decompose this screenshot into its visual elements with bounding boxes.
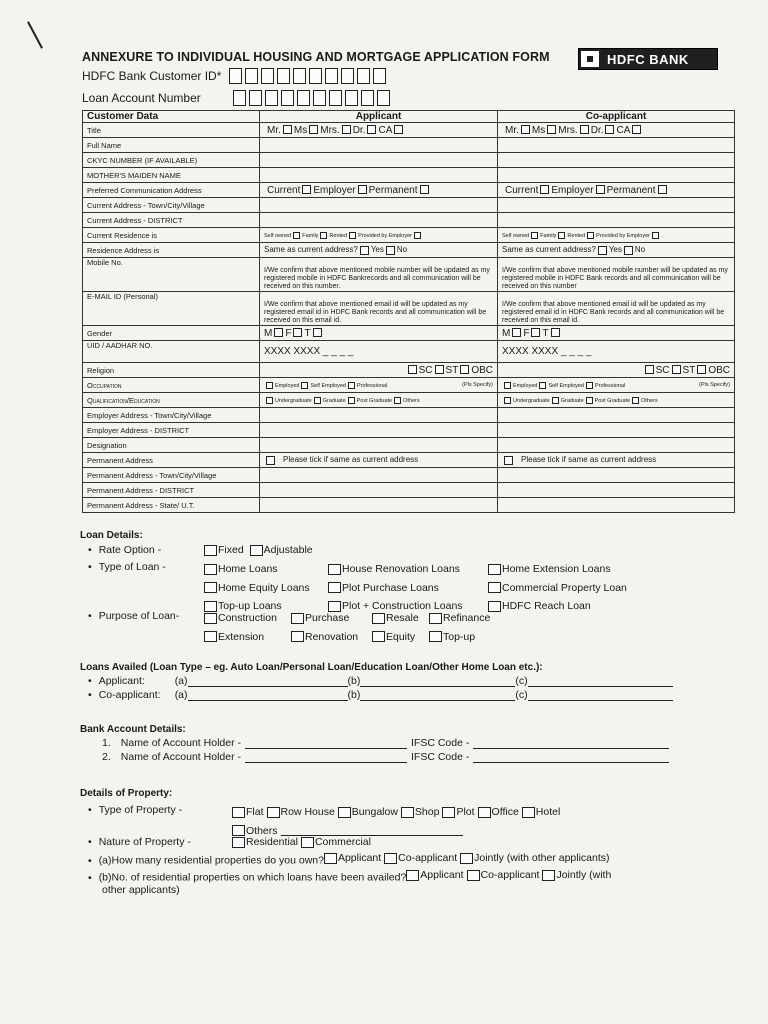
table-row: Current Address - DISTRICT <box>83 213 735 228</box>
loan-details-heading: Loan Details: <box>80 530 143 541</box>
table-row: Qualification/Education Undergraduate Graduate Post Graduate Others Undergraduate Graduate Post Graduate Others <box>83 393 735 408</box>
table-row: Gender M F T M F T <box>83 326 735 341</box>
table-row <box>83 123 735 138</box>
same-address-coapplicant[interactable]: Same as current address? Yes No <box>498 243 735 258</box>
customer-id-label: HDFC Bank Customer ID* <box>82 69 222 83</box>
perm-same-applicant[interactable]: Please tick if same as current address <box>260 453 498 468</box>
bank-account-heading: Bank Account Details: <box>80 724 186 735</box>
table-row: E-MAIL ID (Personal) I/We confirm that above mentioned email id will be updated as my registered email id in HDFC Bank records and all communication will be received on this email id. I/We confirm that above mentioned email id will be updated as my registered email id in HDFC Bank records and all communication will be received on this email id. <box>83 292 735 326</box>
form-title: ANNEXURE TO INDIVIDUAL HOUSING AND MORTGAGE APPLICATION FORM <box>82 50 550 64</box>
table-row: Occupation Employed Self Employed Professional (Pls Specify) Employed Self Employed Professional (Pls Specify) <box>83 378 735 393</box>
availed-coapplicant-row[interactable]: • Co-applicant: (a) (b) (c) <box>80 689 740 701</box>
bank-row-2[interactable]: 2. Name of Account Holder - IFSC Code - <box>80 751 740 763</box>
loan-type-label: • Type of Loan - <box>80 561 166 573</box>
hdfc-logo-icon <box>579 49 601 69</box>
question-a[interactable]: • (a)How many residential properties do you own? Applicant Co-applicant Jointly (with other applicants) <box>80 852 613 867</box>
pen-stroke-mark <box>27 21 43 48</box>
loans-availed-section <box>80 662 740 701</box>
header-coapplicant: Co-applicant <box>498 111 735 123</box>
purpose-options[interactable]: Construction Purchase Resale Refinance Extension Renovation Equity Top-up <box>204 610 493 647</box>
table-row: Religion SC ST OBC SC ST OBC <box>83 363 735 378</box>
loan-type-col3[interactable]: Home Extension Loans Commercial Property Loan HDFC Reach Loan <box>488 561 630 617</box>
residence-options-coapplicant[interactable]: Self owned Family Rented Provided by Employer <box>498 228 735 243</box>
table-row: MOTHER'S MAIDEN NAME <box>83 168 735 183</box>
full-name-applicant[interactable] <box>260 138 498 153</box>
table-row: Full Name <box>83 138 735 153</box>
question-b[interactable]: • (b)No. of residential properties on which loans have been availed? Applicant Co-applicant Jointly (with <box>80 869 614 884</box>
bank-account-section <box>80 724 740 763</box>
table-row: Employer Address - DISTRICT <box>83 423 735 438</box>
uid-coapplicant[interactable]: XXXX XXXX _ _ _ _ <box>498 341 735 363</box>
customer-id-boxes[interactable] <box>229 68 389 84</box>
occupation-coapplicant[interactable]: Employed Self Employed Professional (Pls Specify) <box>498 378 735 393</box>
title-options-coapplicant[interactable]: Mr. Ms Mrs. Dr. CA <box>498 123 735 138</box>
table-row: Designation <box>83 438 735 453</box>
table-row: Preferred Communication Address Current Employer Permanent Current Employer Permanent <box>83 183 735 198</box>
property-type-label: • Type of Property - <box>80 804 182 816</box>
table-row: Employer Address - Town/City/Village <box>83 408 735 423</box>
loan-type-col2[interactable]: House Renovation Loans Plot Purchase Loans Plot + Construction Loans <box>328 561 466 617</box>
property-section <box>80 788 750 908</box>
loan-account-row <box>82 90 393 106</box>
same-address-applicant[interactable]: Same as current address? Yes No <box>260 243 498 258</box>
comm-options-coapplicant[interactable]: Current Employer Permanent <box>498 183 735 198</box>
title-options-applicant[interactable]: Mr. Ms Mrs. Dr. CA <box>260 123 498 138</box>
property-heading: Details of Property: <box>80 788 173 799</box>
hdfc-bank-logo <box>578 48 718 70</box>
table-row: CKYC NUMBER (IF AVAILABLE) <box>83 153 735 168</box>
religion-coapplicant[interactable]: SC ST OBC <box>498 363 735 378</box>
table-row: Permanent Address - DISTRICT <box>83 483 735 498</box>
comm-options-applicant[interactable]: Current Employer Permanent <box>260 183 498 198</box>
rate-option-row: • Rate Option - <box>80 544 161 556</box>
qualification-coapplicant[interactable]: Undergraduate Graduate Post Graduate Others <box>498 393 735 408</box>
loan-type-col1[interactable]: Home Loans Home Equity Loans Top-up Loans <box>204 561 313 617</box>
purpose-label: • Purpose of Loan- <box>80 610 179 622</box>
availed-applicant-row[interactable]: • Applicant: (a) (b) (c) <box>80 675 740 687</box>
table-row: Permanent Address Please tick if same as current address Please tick if same as current address <box>83 453 735 468</box>
question-b-tail: other applicants) <box>102 884 180 896</box>
bank-row-1[interactable]: 1. Name of Account Holder - IFSC Code - <box>80 737 740 749</box>
email-applicant[interactable]: I/We confirm that above mentioned email id will be updated as my registered email id in HDFC Bank records and all communication will be received on this email id. <box>260 292 498 326</box>
rate-options[interactable]: Fixed Adjustable <box>204 544 316 559</box>
nature-options[interactable]: Residential Commercial <box>232 836 374 851</box>
uid-applicant[interactable]: XXXX XXXX _ _ _ _ <box>260 341 498 363</box>
occupation-applicant[interactable]: Employed Self Employed Professional (Pls Specify) <box>260 378 498 393</box>
religion-applicant[interactable]: SC ST OBC <box>260 363 498 378</box>
residence-options-applicant[interactable]: Self owned Family Rented Provided by Employer <box>260 228 498 243</box>
table-row: Residence Address is Same as current address? Yes No Same as current address? Yes No <box>83 243 735 258</box>
table-row: UID / AADHAR NO. XXXX XXXX _ _ _ _ XXXX XXXX _ _ _ _ <box>83 341 735 363</box>
gender-coapplicant[interactable]: M F T <box>498 326 735 341</box>
mobile-applicant[interactable]: I/We confirm that above mentioned mobile number will be updated as my registered mobile in HDFC Bankrecords and all communication will be received on this number. <box>260 258 498 292</box>
property-type-options[interactable]: Flat Row House Bungalow Shop Plot Office Hotel Others <box>232 804 563 841</box>
mobile-coapplicant[interactable]: I/We confirm that above mentioned mobile number will be updated as my registered mobile in HDFC Bank records and all communication will be received on this number <box>498 258 735 292</box>
nature-label: • Nature of Property - <box>80 836 191 848</box>
loan-details-section <box>80 530 740 645</box>
table-row: Permanent Address - State/ U.T. <box>83 498 735 513</box>
full-name-coapplicant[interactable] <box>498 138 735 153</box>
header-customer-data: Customer Data <box>83 111 260 123</box>
table-row: Permanent Address - Town/City/Village <box>83 468 735 483</box>
table-row: Mobile No. I/We confirm that above mentioned mobile number will be updated as my registered mobile in HDFC Bankrecords and all communication will be received on this number. I/We confirm that above mentioned mobile number will be updated as my registered mobile in HDFC Bank records and all communication will be received on this number <box>83 258 735 292</box>
email-coapplicant[interactable]: I/We confirm that above mentioned email id will be updated as my registered email id in HDFC Bank records and all communication will be received on this email id. <box>498 292 735 326</box>
row-label: Title <box>83 123 260 138</box>
logo-text: HDFC BANK <box>607 51 689 67</box>
table-header <box>83 111 735 123</box>
gender-applicant[interactable]: M F T <box>260 326 498 341</box>
customer-data-table <box>82 110 735 513</box>
loans-availed-heading: Loans Availed (Loan Type – eg. Auto Loan/Personal Loan/Education Loan/Other Home Loan etc.): <box>80 662 543 673</box>
header-applicant: Applicant <box>260 111 498 123</box>
table-row: Current Residence is Self owned Family Rented Provided by Employer Self owned Family Rented Provided by Employer <box>83 228 735 243</box>
loan-account-label: Loan Account Number <box>82 91 201 105</box>
customer-id-row <box>82 68 389 84</box>
table-row: Current Address - Town/City/Village <box>83 198 735 213</box>
loan-account-boxes[interactable] <box>233 90 393 106</box>
qualification-applicant[interactable]: Undergraduate Graduate Post Graduate Others <box>260 393 498 408</box>
perm-same-coapplicant[interactable]: Please tick if same as current address <box>498 453 735 468</box>
